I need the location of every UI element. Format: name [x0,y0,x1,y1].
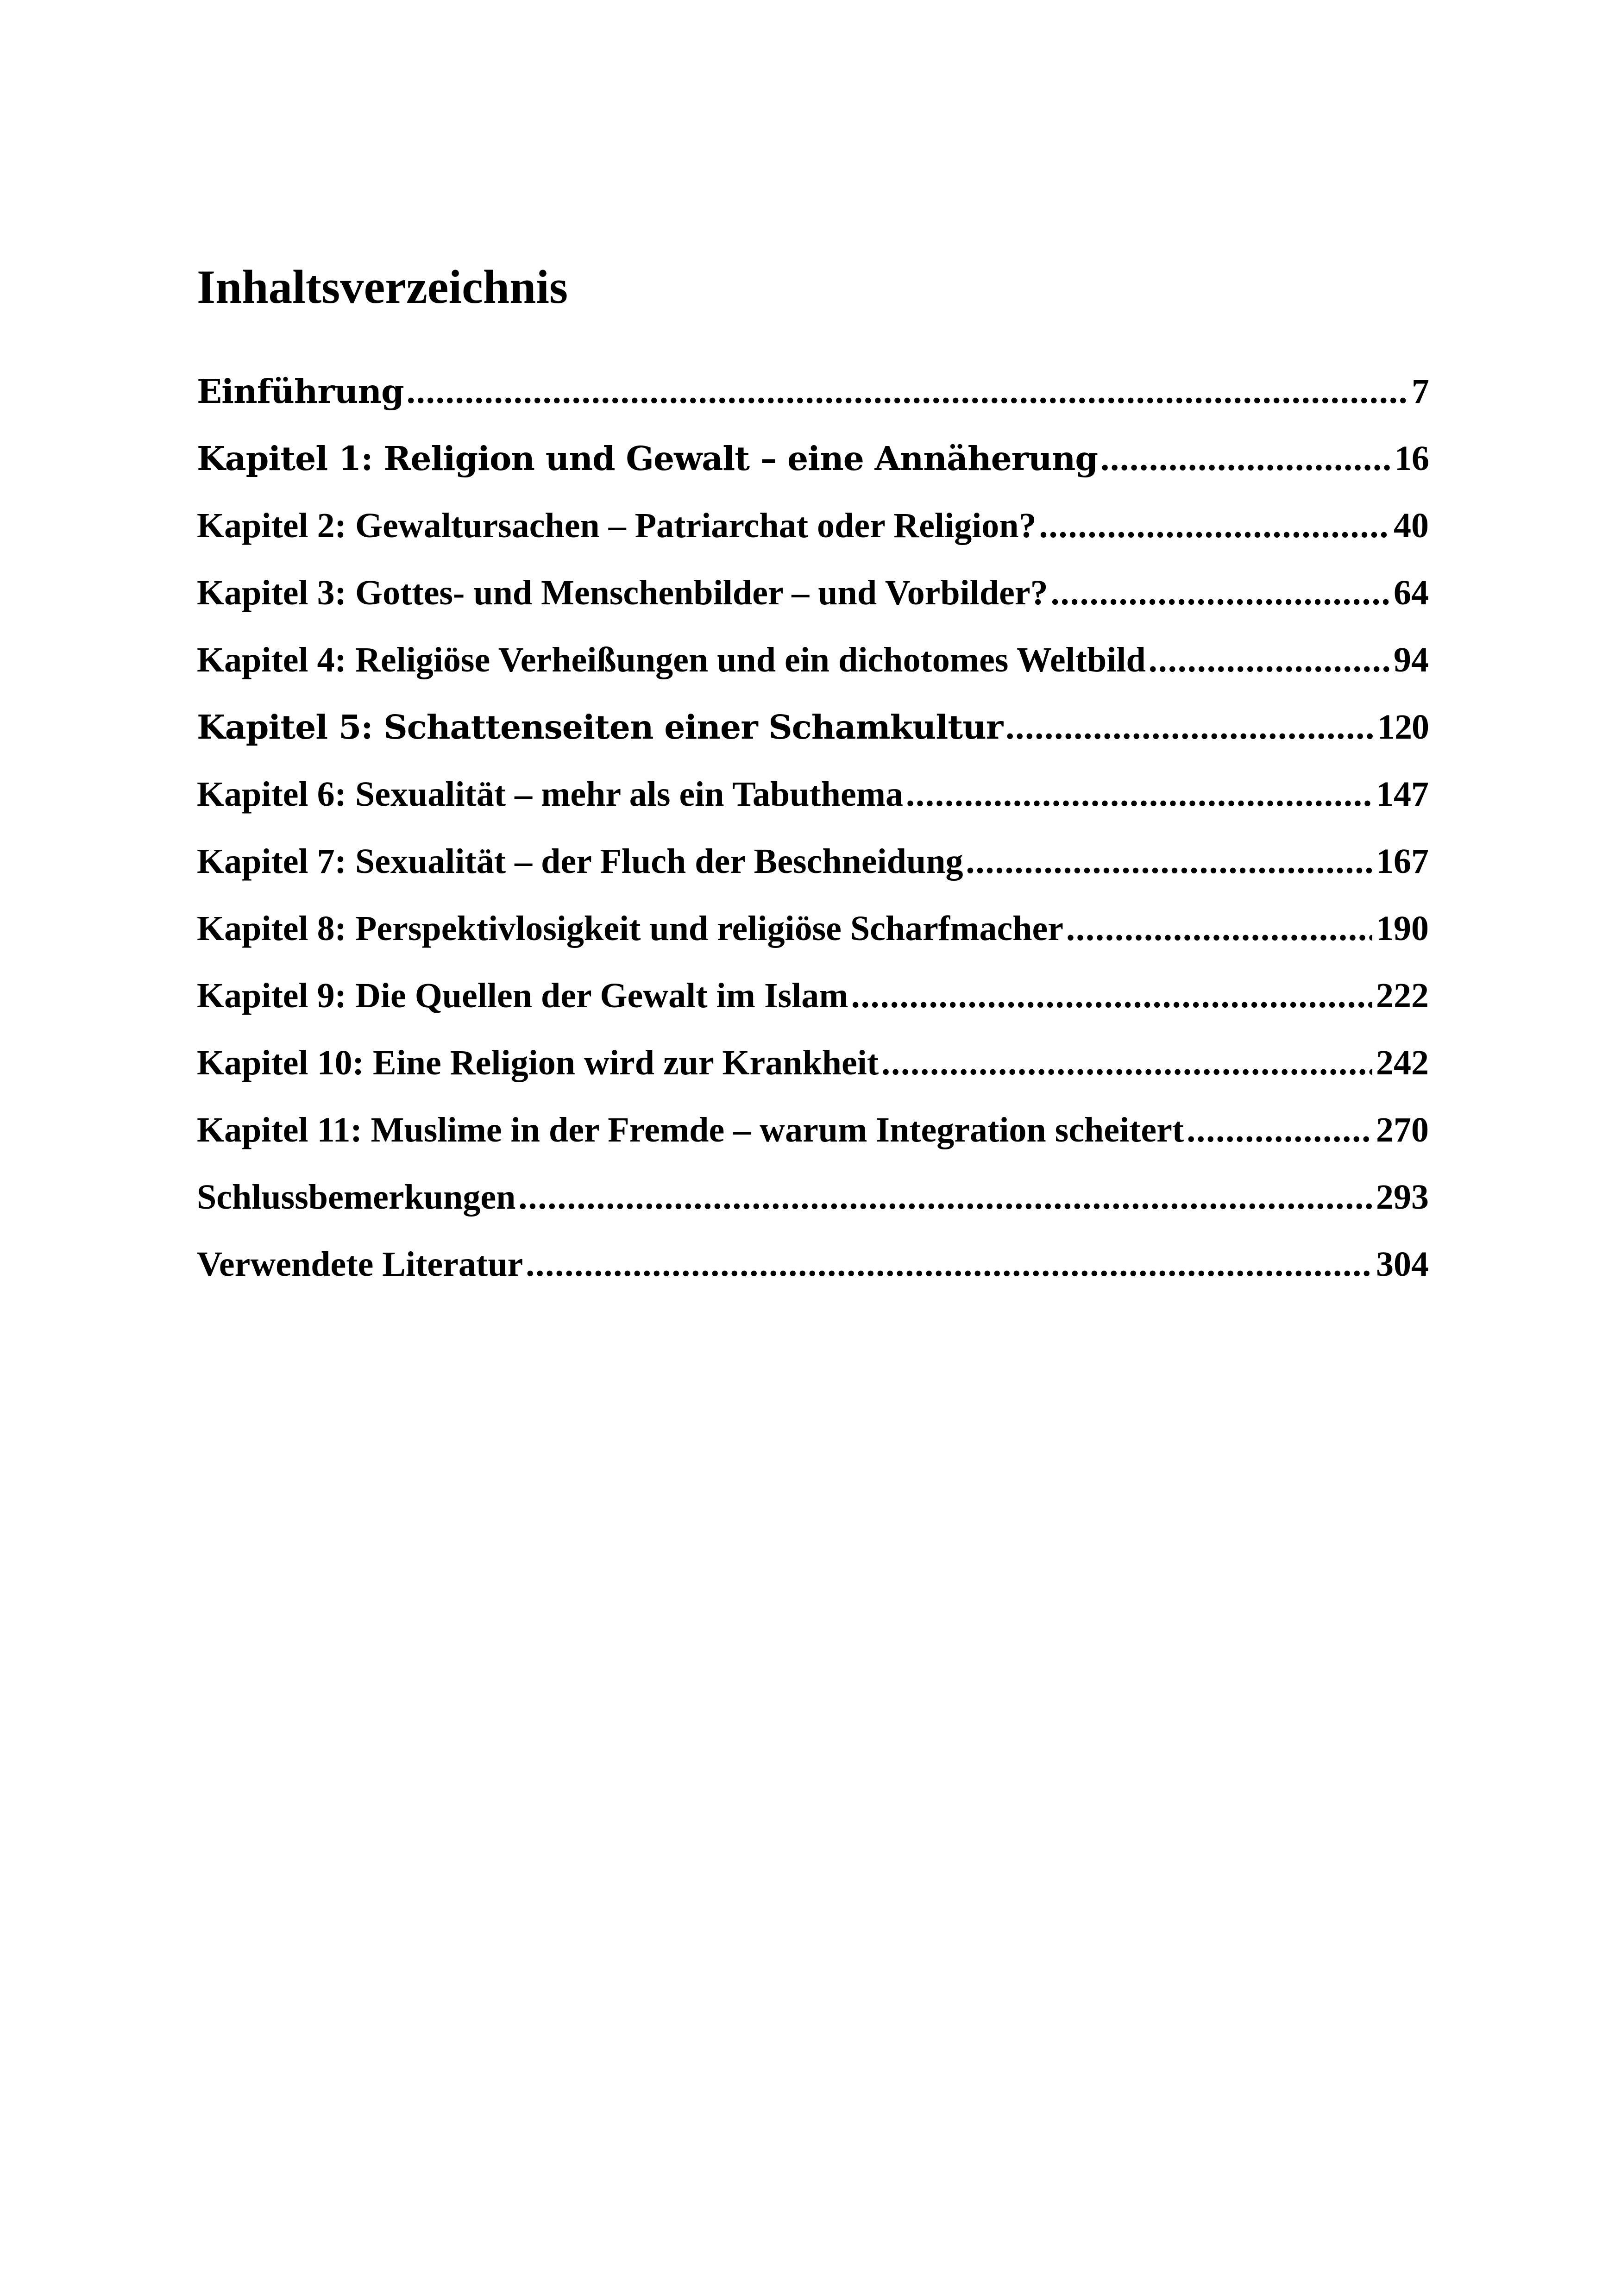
toc-dot-leader [1066,905,1372,952]
toc-entry[interactable] [197,368,1429,435]
toc-dot-leader [1039,502,1390,549]
toc-page-number: 147 [1376,775,1429,814]
toc-page-number: 64 [1394,573,1429,612]
toc-entry[interactable] [197,905,1429,972]
toc-page-number: 7 [1412,372,1429,411]
toc-page-number: 120 [1377,708,1429,747]
toc-entry[interactable] [197,704,1429,771]
toc-page-number: 94 [1394,640,1429,679]
toc-entry[interactable] [197,1040,1429,1107]
toc-page-number: 242 [1376,1043,1429,1082]
toc-entry-title: Kapitel 4: Religiöse Verheißungen und ein dichotomes Weltbild [197,640,1146,679]
toc-entry-title: Kapitel 9: Die Quellen der Gewalt im Islam [197,976,848,1015]
toc-dot-leader [1187,1107,1372,1153]
toc-page-number: 222 [1376,976,1429,1015]
toc-entry[interactable] [197,435,1429,502]
toc-entry-title: Kapitel 8: Perspektivlosigkeit und religiöse Scharfmacher [197,909,1063,948]
toc-dot-leader [1051,570,1390,616]
toc-page-number: 270 [1376,1110,1429,1149]
toc-entry[interactable] [197,1174,1429,1241]
toc-dot-leader [1149,637,1390,683]
toc-page-number: 304 [1376,1245,1429,1284]
toc-entry-title: Einführung [197,372,404,411]
toc-page-number: 16 [1395,439,1429,478]
toc-page-number: 190 [1376,909,1429,948]
table-of-contents [197,368,1429,1308]
toc-dot-leader [518,1174,1372,1220]
toc-entry[interactable] [197,502,1429,570]
toc-dot-leader [906,771,1372,817]
toc-entry[interactable] [197,972,1429,1040]
toc-page-number: 167 [1376,842,1429,881]
toc-dot-leader [1100,435,1391,482]
toc-page-number: 293 [1376,1178,1429,1217]
toc-dot-leader [1005,704,1374,750]
toc-entry-title: Kapitel 10: Eine Religion wird zur Krankheit [197,1043,879,1082]
toc-dot-leader [407,368,1408,414]
toc-entry-title: Kapitel 6: Sexualität – mehr als ein Tabuthema [197,775,904,814]
toc-dot-leader [881,1040,1372,1086]
toc-entry-title: Kapitel 7: Sexualität – der Fluch der Beschneidung [197,842,963,881]
toc-entry-title: Kapitel 3: Gottes- und Menschenbilder – und Vorbilder? [197,573,1048,612]
toc-entry[interactable] [197,1241,1429,1308]
toc-entry[interactable] [197,771,1429,838]
toc-page-number: 40 [1394,506,1429,545]
toc-entry[interactable] [197,570,1429,637]
toc-dot-leader [851,972,1372,1019]
toc-entry-title: Schlussbemerkungen [197,1178,516,1217]
toc-entry[interactable] [197,1107,1429,1174]
toc-dot-leader [526,1241,1372,1287]
toc-entry-title: Kapitel 5: Schattenseiten einer Schamkultur [197,708,1003,747]
toc-entry-title: Verwendete Literatur [197,1245,523,1284]
toc-entry-title: Kapitel 1: Religion und Gewalt – eine Annäherung [197,439,1098,478]
toc-entry-title: Kapitel 2: Gewaltursachen – Patriarchat oder Religion? [197,506,1037,545]
toc-entry[interactable] [197,838,1429,905]
toc-entry[interactable] [197,637,1429,704]
toc-dot-leader [966,838,1372,885]
toc-entry-title: Kapitel 11: Muslime in der Fremde – warum Integration scheitert [197,1110,1184,1149]
page-title: Inhaltsverzeichnis [197,261,568,314]
